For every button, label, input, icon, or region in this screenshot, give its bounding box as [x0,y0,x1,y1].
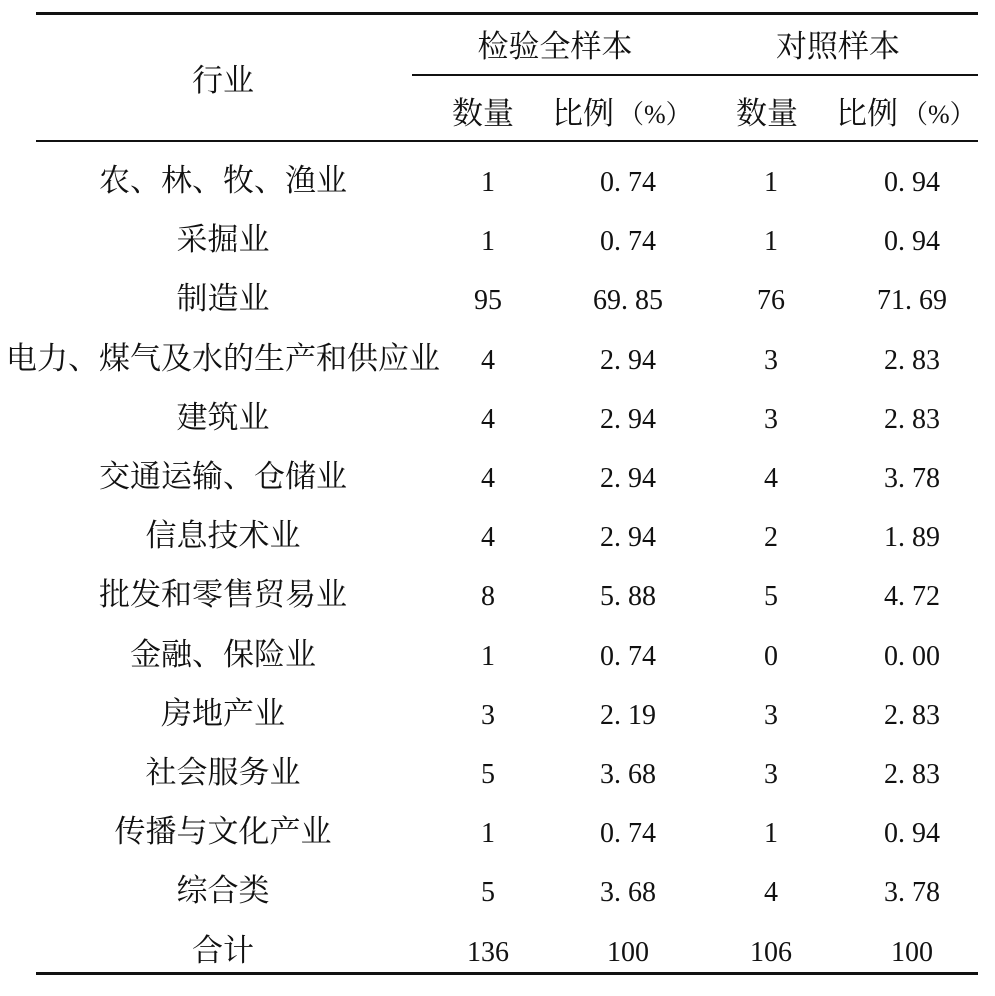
industry-cell: 房地产业 [161,696,285,732]
ratio-control-cell: 3. 78 [884,877,940,908]
ratio-control-cell: 3. 78 [884,463,940,494]
ratio-control-cell: 100 [891,937,933,968]
count-control-cell: 106 [750,937,792,968]
count-control-cell: 3 [764,345,778,376]
header-pct-2: （%） [902,100,976,129]
count-test-cell: 5 [481,759,495,790]
count-test-cell: 3 [481,700,495,731]
count-test-cell: 4 [481,345,495,376]
count-control-cell: 2 [764,522,778,553]
header-count-1: 数量 [452,96,514,132]
industry-cell: 采掘业 [176,222,270,258]
count-test-cell: 8 [481,581,495,612]
count-control-cell: 1 [764,167,778,198]
bottom-rule [36,972,978,975]
ratio-test-cell: 2. 94 [600,404,656,435]
ratio-test-cell: 5. 88 [600,581,656,612]
ratio-test-cell: 0. 74 [600,226,656,257]
ratio-control-cell: 1. 89 [884,522,940,553]
count-control-cell: 4 [764,877,778,908]
count-control-cell: 4 [764,463,778,494]
count-test-cell: 1 [481,226,495,257]
header-count-2: 数量 [736,96,798,132]
ratio-test-cell: 2. 94 [600,522,656,553]
ratio-test-cell: 100 [607,937,649,968]
count-test-cell: 4 [481,404,495,435]
industry-cell: 建筑业 [176,400,270,436]
ratio-control-cell: 4. 72 [884,581,940,612]
ratio-test-cell: 0. 74 [600,167,656,198]
industry-cell: 制造业 [176,281,270,317]
header-ratio-2: 比例 [836,96,898,132]
header-group-test-sample: 检验全样本 [477,29,633,65]
industry-cell: 信息技术业 [145,518,301,554]
industry-cell: 电力、煤气及水的生产和供应业 [6,341,440,377]
header-ratio-1: 比例 [552,96,614,132]
count-control-cell: 0 [764,641,778,672]
count-control-cell: 5 [764,581,778,612]
industry-cell: 金融、保险业 [130,637,316,673]
ratio-control-cell: 2. 83 [884,404,940,435]
count-control-cell: 76 [757,285,785,316]
ratio-test-cell: 2. 94 [600,345,656,376]
count-control-cell: 1 [764,226,778,257]
industry-cell: 合计 [192,933,254,969]
ratio-test-cell: 0. 74 [600,641,656,672]
ratio-test-cell: 3. 68 [600,759,656,790]
ratio-test-cell: 2. 94 [600,463,656,494]
count-test-cell: 95 [474,285,502,316]
ratio-test-cell: 3. 68 [600,877,656,908]
industry-cell: 农、林、牧、渔业 [99,163,347,199]
header-pct-1: （%） [618,100,692,129]
count-control-cell: 3 [764,404,778,435]
ratio-control-cell: 2. 83 [884,700,940,731]
ratio-test-cell: 2. 19 [600,700,656,731]
industry-cell: 批发和零售贸易业 [99,577,347,613]
ratio-test-cell: 69. 85 [593,285,663,316]
count-control-cell: 1 [764,818,778,849]
count-test-cell: 136 [467,937,509,968]
count-test-cell: 1 [481,167,495,198]
ratio-control-cell: 0. 94 [884,818,940,849]
industry-cell: 综合类 [176,873,270,909]
count-test-cell: 4 [481,463,495,494]
count-control-cell: 3 [764,759,778,790]
industry-cell: 社会服务业 [145,755,301,791]
count-test-cell: 4 [481,522,495,553]
ratio-control-cell: 2. 83 [884,345,940,376]
ratio-control-cell: 2. 83 [884,759,940,790]
top-rule [36,12,978,15]
count-test-cell: 1 [481,641,495,672]
header-industry: 行业 [192,63,254,99]
ratio-test-cell: 0. 74 [600,818,656,849]
industry-cell: 传播与文化产业 [114,814,332,850]
ratio-control-cell: 0. 00 [884,641,940,672]
industry-cell: 交通运输、仓储业 [99,459,347,495]
ratio-control-cell: 0. 94 [884,167,940,198]
count-test-cell: 5 [481,877,495,908]
ratio-control-cell: 0. 94 [884,226,940,257]
header-rule [36,140,978,142]
count-control-cell: 3 [764,700,778,731]
count-test-cell: 1 [481,818,495,849]
header-group-control-sample: 对照样本 [776,29,900,65]
ratio-control-cell: 71. 69 [877,285,947,316]
group-rule [412,74,978,76]
